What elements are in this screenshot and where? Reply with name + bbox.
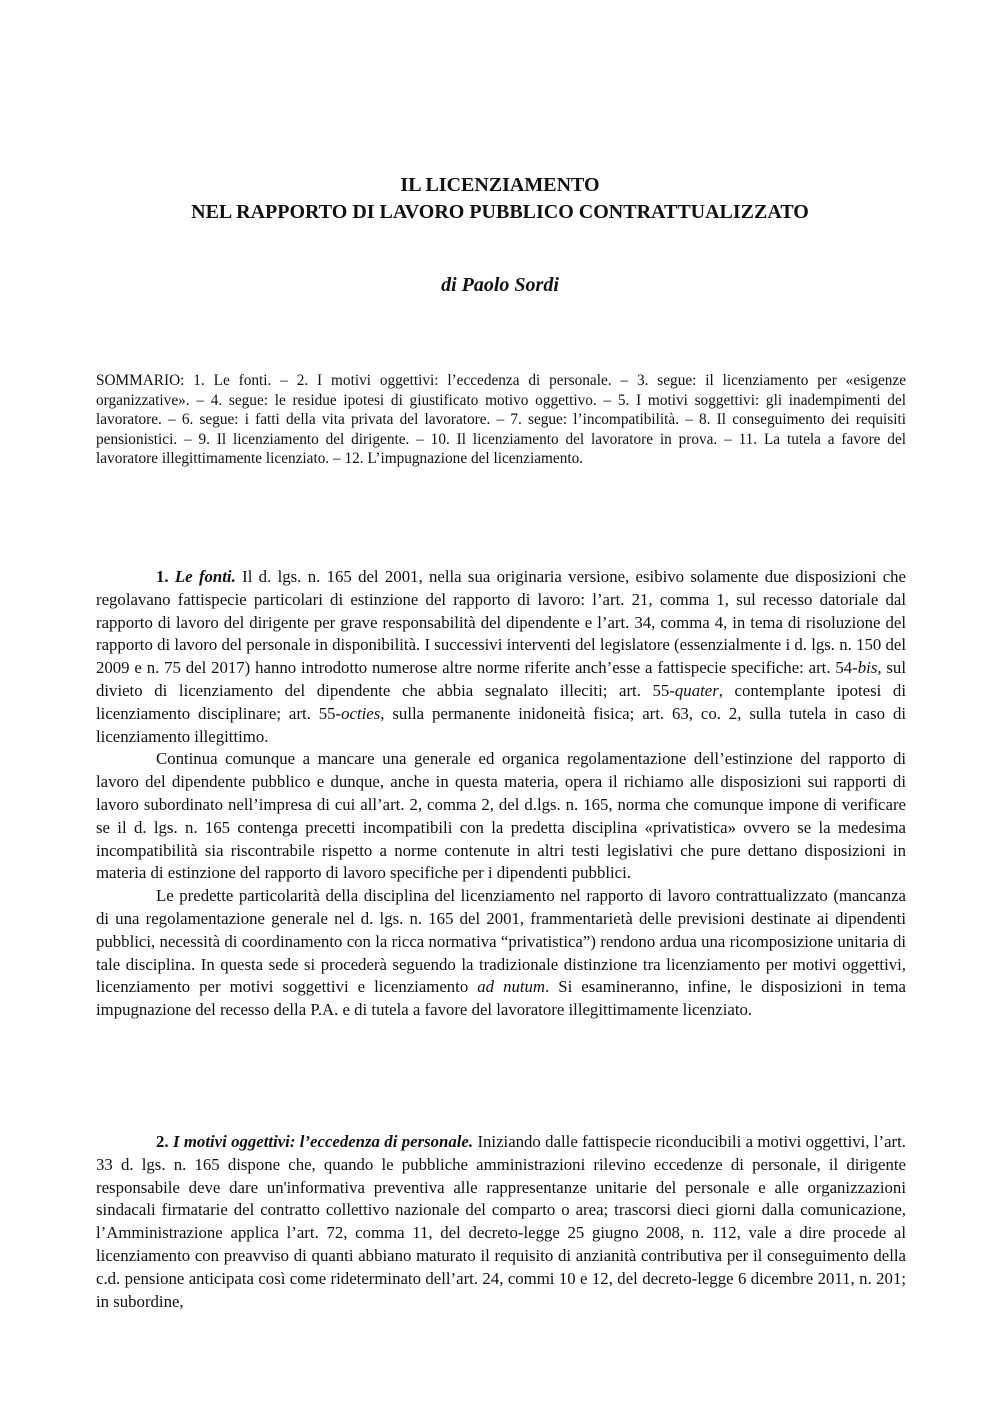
- section-2: [96, 1131, 906, 1313]
- italic-run: bis: [857, 658, 878, 678]
- text-run: Il d. lgs. n. 165 del 2001, nella sua originaria versione, esibivo solamente due disposizioni che regolavano fattispecie particolari di estinzione del rapporto di lavoro: l’art. 21, comma 1, sul recesso datoriale dal rapporto di lavoro del dirigente per grave responsabilità del dipendente e l’art. 34, comma 4, in tema di risoluzione del rapporto di lavoro del personale in disponibilità. I successivi interventi del legislatore (essenzialmente i d. lgs. n. 150 del 2009 e n. 75 del 2017) hanno introdotto numerose altre norme riferite anch’esse a fattispecie specifiche: art. 54-: [96, 567, 906, 678]
- title-line-1: IL LICENZIAMENTO: [400, 174, 600, 196]
- italic-run: ad nutum: [477, 977, 546, 997]
- section-2-number: 2.: [156, 1132, 169, 1151]
- section-1-paragraph-1: [96, 566, 906, 748]
- text-run: Le predette particolarità della disciplina del licenziamento nel rapporto di lavoro contrattualizzato (mancanza di una regolamentazione generale nel d. lgs. n. 165 del 2001, frammentarietà delle previsioni destinate ai dipendenti pubblici, necessità di coordinamento con la ricca normativa “privatistica”) rendono ardua una ricomposizione unitaria di tale disciplina. In questa sede si procederà seguendo la tradizionale distinzione tra licenziamento per motivi oggettivi, licenziamento per motivi soggettivi e licenziamento: [96, 886, 906, 997]
- text-run: , contemplante ipotesi di licenziamento disciplinare; art. 55-: [96, 680, 906, 723]
- italic-run: octies: [341, 703, 381, 723]
- section-2-paragraph-1: [96, 1131, 906, 1313]
- section-1-paragraph-3: [96, 885, 906, 1022]
- section-1-heading: Le fonti.: [174, 567, 236, 586]
- section-1-number: 1.: [156, 567, 169, 586]
- section-1-paragraph-2: Continua comunque a mancare una generale ed organica regolamentazione dell’estinzione del rapporto di lavoro del dipendente pubblico e dunque, anche in questa materia, opera il richiamo alle disposizioni sui rapporti di lavoro subordinato nell’impresa di cui all’art. 2, comma 2, del d.lgs. n. 165, norma che comunque impone di verificare se il d. lgs. n. 165 contenga precetti incompatibili con la predetta disciplina «privatistica» ovvero se la medesima incompatibilità sia riscontrabile rispetto a norme contenute in altri testi legislativi che pure dettano disposizioni in materia di estinzione del rapporto di lavoro specifiche per i dipendenti pubblici.: [96, 749, 906, 883]
- section-2-heading: I motivi oggettivi: l’eccedenza di personale.: [172, 1132, 474, 1151]
- title-line-2: NEL RAPPORTO DI LAVORO PUBBLICO CONTRATTUALIZZATO: [191, 201, 809, 223]
- section-1: [96, 566, 906, 1022]
- author: di Paolo Sordi: [441, 274, 559, 296]
- italic-run: quater: [674, 680, 719, 700]
- text-run: . Si esamineranno, infine, le disposizioni in tema impugnazione del recesso della P.A. e di tutela a favore del lavoratore illegittimamente licenziato.: [96, 977, 906, 1020]
- summary: SOMMARIO: 1. Le fonti. – 2. I motivi oggettivi: l’eccedenza di personale. – 3. segue: il licenziamento per «esigenze organizzative». – 4. segue: le residue ipotesi di giustificato motivo oggettivo. – 5. I motivi soggettivi: gli inadempimenti del lavoratore. – 6. segue: i fatti della vita privata del lavoratore. – 7. segue: l’incompatibilità. – 8. Il conseguimento dei requisiti pensionistici. – 9. Il licenziamento del dirigente. – 10. Il licenziamento del lavoratore in prova. – 11. La tutela a favore del lavoratore illegittimamente licenziato. – 12. L’impugnazione del licenziamento.: [96, 372, 906, 468]
- text-run: Iniziando dalle fattispecie riconducibili a motivi oggettivi, l’art. 33 d. lgs. n. 165 dispone che, quando le pubbliche amministrazioni rilevino eccedenze di personale, il dirigente responsabile deve dare un'informativa preventiva alle rappresentanze unitarie del personale e alle organizzazioni sindacali firmatarie del contratto collettivo nazionale del comparto o area; trascorsi dieci giorni dalla comunicazione, l’Amministrazione applica l’art. 72, comma 11, del decreto-legge 25 giugno 2008, n. 112, vale a dire procede al licenziamento con preavviso di quanti abbiano maturato il requisito di anzianità contributiva per il conseguimento della c.d. pensione anticipata così come rideterminato dell’art. 24, commi 10 e 12, del decreto-legge 6 dicembre 2011, n. 201; in subordine,: [96, 1132, 906, 1311]
- text-run: , sul divieto di licenziamento del dipendente che abbia segnalato illeciti; art. 55-: [96, 658, 906, 700]
- text-run: , sulla permanente inidoneità fisica; art. 63, co. 2, sulla tutela in caso di licenziamento illegittimo.: [96, 703, 906, 746]
- paper-title: [0, 172, 1000, 226]
